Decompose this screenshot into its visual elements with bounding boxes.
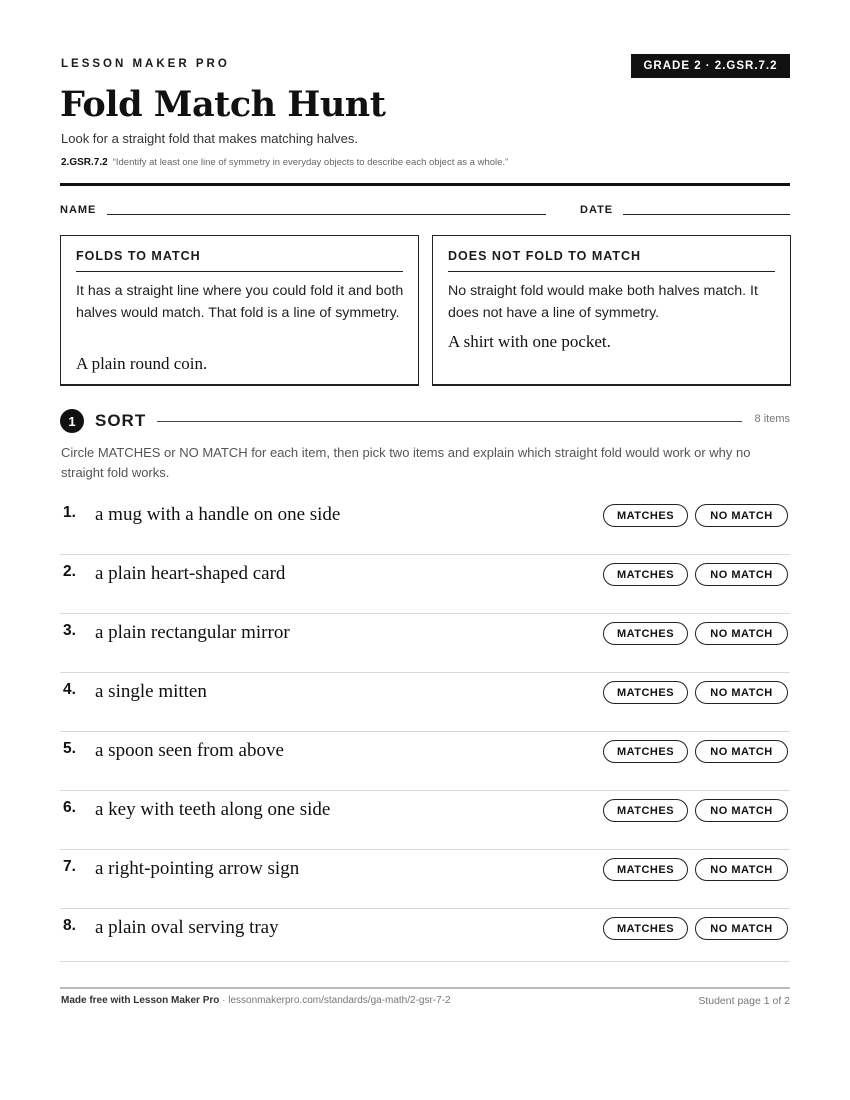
- footer-url[interactable]: · lessonmakerpro.com/standards/ga-math/2-gsr-7-2: [219, 995, 451, 1006]
- no-match-option[interactable]: NO MATCH: [695, 622, 788, 645]
- section-instructions: Circle MATCHES or NO MATCH for each item, then pick two items and explain which straight fold would work or why no straight fold works.: [61, 445, 751, 480]
- name-field[interactable]: [107, 214, 546, 215]
- standard-code: 2.GSR.7.2: [61, 157, 108, 168]
- item-number: 6.: [63, 799, 76, 816]
- header-divider: [60, 183, 790, 186]
- standard-line: [61, 157, 508, 168]
- list-item: [60, 850, 790, 909]
- item-text: a right-pointing arrow sign: [95, 858, 300, 879]
- matches-option[interactable]: MATCHES: [603, 740, 688, 763]
- page-title: Fold Match Hunt: [60, 84, 386, 125]
- matches-option[interactable]: MATCHES: [603, 563, 688, 586]
- brand-name: LESSON MAKER PRO: [61, 58, 230, 70]
- item-number: 3.: [63, 622, 76, 639]
- folds-to-match-card: [60, 235, 419, 386]
- does-not-fold-card: [432, 235, 791, 386]
- matches-option[interactable]: MATCHES: [603, 681, 688, 704]
- date-label: DATE: [580, 204, 614, 216]
- matches-option[interactable]: MATCHES: [603, 622, 688, 645]
- page-subtitle: Look for a straight fold that makes matching halves.: [61, 131, 358, 146]
- list-item: [60, 496, 790, 555]
- no-match-option[interactable]: NO MATCH: [695, 563, 788, 586]
- list-item: [60, 732, 790, 791]
- matches-option[interactable]: MATCHES: [603, 858, 688, 881]
- card-title: FOLDS TO MATCH: [76, 249, 403, 272]
- section-number-badge: 1: [60, 409, 84, 433]
- item-number: 8.: [63, 917, 76, 934]
- name-label: NAME: [60, 204, 97, 216]
- list-item: [60, 614, 790, 673]
- item-text: a plain rectangular mirror: [95, 622, 290, 643]
- matches-option[interactable]: MATCHES: [603, 917, 688, 940]
- item-text: a spoon seen from above: [95, 740, 284, 761]
- list-item: [60, 555, 790, 614]
- no-match-option[interactable]: NO MATCH: [695, 504, 788, 527]
- item-number: 4.: [63, 681, 76, 698]
- footer-credit: [61, 995, 451, 1006]
- list-item: [60, 791, 790, 850]
- item-number: 2.: [63, 563, 76, 580]
- no-match-option[interactable]: NO MATCH: [695, 740, 788, 763]
- footer-page-number: Student page 1 of 2: [698, 995, 790, 1007]
- section-divider: [157, 421, 742, 422]
- footer-made-with: Made free with Lesson Maker Pro: [61, 995, 220, 1006]
- list-item: [60, 673, 790, 732]
- item-text: a plain oval serving tray: [95, 917, 279, 938]
- standard-quote: “Identify at least one line of symmetry in everyday objects to describe each object as a whole.”: [112, 157, 509, 168]
- matches-option[interactable]: MATCHES: [603, 799, 688, 822]
- item-number: 5.: [63, 740, 76, 757]
- card-description: It has a straight line where you could fold it and both halves would match. That fold is a line of symmetry.: [76, 283, 404, 321]
- item-number: 7.: [63, 858, 76, 875]
- footer-divider: [60, 987, 790, 989]
- item-text: a single mitten: [95, 681, 207, 702]
- date-field[interactable]: [623, 214, 790, 215]
- item-text: a plain heart-shaped card: [95, 563, 286, 584]
- card-example: A plain round coin.: [76, 354, 208, 373]
- card-description: No straight fold would make both halves match. It does not have a line of symmetry.: [448, 283, 758, 321]
- matches-option[interactable]: MATCHES: [603, 504, 688, 527]
- item-text: a mug with a handle on one side: [95, 504, 341, 525]
- item-text: a key with teeth along one side: [95, 799, 331, 820]
- no-match-option[interactable]: NO MATCH: [695, 681, 788, 704]
- item-number: 1.: [63, 504, 76, 521]
- grade-badge: GRADE 2 · 2.GSR.7.2: [631, 54, 790, 78]
- card-example: A shirt with one pocket.: [448, 332, 611, 351]
- card-title: DOES NOT FOLD TO MATCH: [448, 249, 775, 272]
- no-match-option[interactable]: NO MATCH: [695, 799, 788, 822]
- section-item-count: 8 items: [754, 413, 790, 425]
- no-match-option[interactable]: NO MATCH: [695, 858, 788, 881]
- list-item: [60, 909, 790, 962]
- no-match-option[interactable]: NO MATCH: [695, 917, 788, 940]
- section-title: SORT: [95, 411, 147, 430]
